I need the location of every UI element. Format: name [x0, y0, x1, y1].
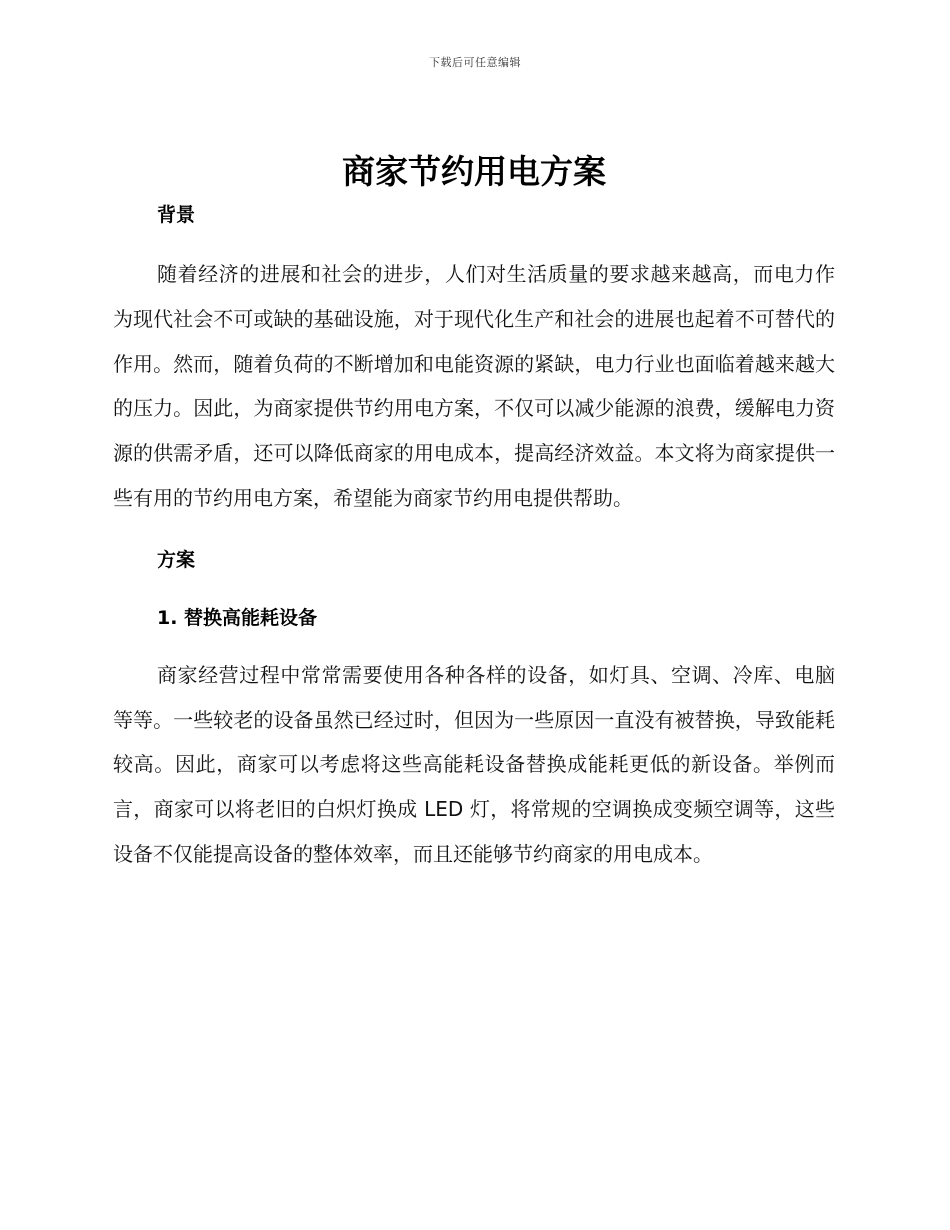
document-title: 商家节约用电方案 — [342, 152, 606, 191]
subsection-paragraph: 商家经营过程中常常需要使用各种各样的设备，如灯具、空调、冷库、电脑等等。一些较老的设备虽然已经过时，但因为一些原因一直没有被替换，导致能耗较高。因此，商家可以考虑将这些高能耗设备替换成能耗更低的新设备。举例而言，商家可以将老旧的白炽灯换成 LED 灯，将常规的空调换成变频空调等，这些设备不仅能提高设备的整体效率，而且还能够节约商家的用电成本。 — [113, 662, 835, 866]
document-content — [113, 148, 835, 877]
plan-heading: 方案 — [157, 548, 196, 571]
background-paragraph: 随着经济的进展和社会的进步，人们对生活质量的要求越来越高，而电力作为现代社会不可或缺的基础设施，对于现代化生产和社会的进展也起着不可替代的作用。然而，随着负荷的不断增加和电能资源的紧缺，电力行业也面临着越来越大的压力。因此，为商家提供节约用电方案，不仅可以减少能源的浪费，缓解电力资源的供需矛盾，还可以降低商家的用电成本，提高经济效益。本文将为商家提供一些有用的节约用电方案，希望能为商家节约用电提供帮助。 — [113, 262, 835, 510]
subsection-heading: 1. 替换高能耗设备 — [157, 606, 318, 629]
background-heading: 背景 — [157, 204, 196, 226]
header-note: 下载后可任意编辑 — [429, 56, 521, 69]
